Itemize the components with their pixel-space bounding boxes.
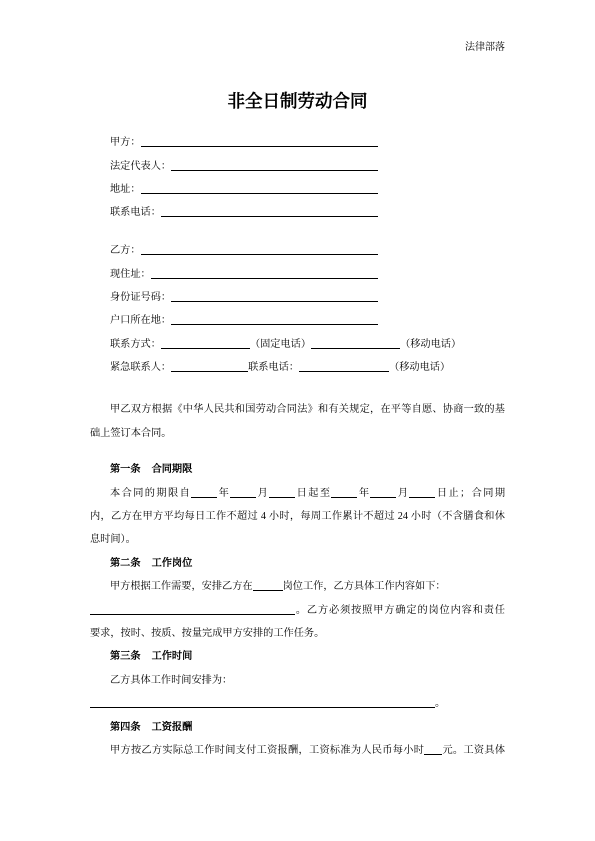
- fill-in-blank: [311, 339, 400, 349]
- article-1-line-1: [90, 482, 505, 505]
- party-a-address-field: [110, 178, 378, 201]
- fill-in-blank: [171, 315, 378, 325]
- party-a-section: [110, 131, 378, 225]
- party-a-name-field: [110, 131, 378, 154]
- field-label: 户口所在地：: [110, 315, 172, 327]
- field-label: 法定代表人：: [110, 160, 172, 172]
- emergency-mobile-label: （移动电话）: [389, 362, 451, 374]
- party-b-contact-field: [110, 333, 461, 356]
- intro-paragraph: [90, 398, 505, 445]
- fill-in-blank: [90, 698, 435, 708]
- fill-in-blank: [299, 362, 389, 372]
- text-segment: 年: [217, 487, 231, 499]
- fill-in-blank: [161, 339, 250, 349]
- field-label: 现住址：: [110, 268, 151, 280]
- text-segment: 本合同的期限自: [110, 487, 192, 499]
- fill-in-blank: [151, 269, 378, 279]
- fill-in-blank: [171, 161, 378, 171]
- fill-in-blank: [269, 488, 295, 498]
- intro-line-1: 甲乙双方根据《中华人民共和国劳动合同法》和有关规定，在平等自愿、协商一致的基: [110, 404, 505, 416]
- article-4-heading: [90, 716, 505, 739]
- text-segment: 岗位工作，乙方具体工作内容如下：: [282, 581, 446, 593]
- field-label: 联系电话：: [110, 207, 161, 219]
- fill-in-blank: [191, 488, 217, 498]
- article-number: 第一条: [110, 464, 141, 476]
- field-label: 甲方：: [110, 137, 141, 149]
- article-4-line-1: [90, 739, 505, 762]
- emergency-phone-label: 联系电话：: [248, 362, 300, 374]
- article-1-line-3: 息时间）。: [90, 534, 136, 546]
- fill-in-blank: [409, 488, 435, 498]
- fill-in-blank: [141, 184, 378, 194]
- party-a-phone-field: [110, 201, 378, 224]
- article-3-heading: [90, 645, 505, 668]
- fill-in-blank: [161, 207, 378, 217]
- article-2-heading: [90, 552, 505, 575]
- intro-line-2: 础上签订本合同。: [90, 427, 172, 439]
- brand-label: 法律部落: [465, 42, 505, 53]
- article-1-line-2: 内，乙方在甲方平均每日工作不超过 4 小时，每周工作累计不超过 24 小时（不含膳食和休: [90, 511, 505, 523]
- text-segment: 月: [396, 487, 410, 499]
- party-b-hukou-field: [110, 309, 378, 332]
- article-3-line-2: [90, 692, 505, 715]
- article-2-line-2: [90, 599, 505, 622]
- fill-in-blank: [331, 488, 357, 498]
- article-title: 工作岗位: [151, 557, 193, 569]
- party-a-representative-field: [110, 155, 378, 178]
- field-label: 身份证号码：: [110, 292, 172, 304]
- article-1-heading: [90, 458, 505, 481]
- article-title: 工作时间: [151, 651, 193, 663]
- field-label: 地址：: [110, 184, 141, 196]
- text-segment: 元。工资具体: [442, 744, 506, 756]
- text-segment: 甲方按乙方实际总工作时间支付工资报酬，工资标准为人民币每小时: [110, 744, 425, 756]
- party-b-id-number-field: [110, 286, 378, 309]
- fill-in-blank: [424, 745, 442, 755]
- fill-in-blank: [253, 581, 283, 591]
- party-b-section: [110, 239, 461, 379]
- text-segment: 月: [256, 487, 270, 499]
- fill-in-blank: [141, 245, 378, 255]
- article-title: 工资报酬: [151, 721, 193, 733]
- article-2-line-1: [90, 575, 505, 598]
- fill-in-blank: [370, 488, 396, 498]
- article-number: 第四条: [110, 721, 141, 733]
- party-b-residence-field: [110, 263, 378, 286]
- text-segment: 日止；合同期: [435, 487, 506, 499]
- fill-in-blank: [171, 362, 248, 372]
- fixed-phone-label: （固定电话）: [249, 338, 312, 350]
- fill-in-blank: [230, 488, 256, 498]
- text-segment: 。: [435, 698, 446, 710]
- text-segment: 甲方根据工作需要，安排乙方在: [110, 581, 253, 593]
- contract-body: [90, 458, 505, 762]
- text-segment: 年: [357, 487, 371, 499]
- article-3-line-1: 乙方具体工作时间安排为：: [110, 674, 233, 686]
- field-label: 紧急联系人：: [110, 362, 172, 374]
- article-title: 合同期限: [151, 464, 193, 476]
- field-label: 乙方：: [110, 245, 141, 257]
- field-label: 联系方式：: [110, 338, 161, 350]
- mobile-phone-label: （移动电话）: [400, 338, 462, 350]
- article-number: 第三条: [110, 651, 141, 663]
- fill-in-blank: [171, 292, 378, 302]
- document-title: 非全日制劳动合同: [227, 91, 368, 111]
- article-2-line-3: 要求，按时、按质、按量完成甲方安排的工作任务。: [90, 628, 325, 640]
- text-segment: 。乙方必须按照甲方确定的岗位内容和责任: [295, 604, 505, 616]
- text-segment: 日起至: [295, 487, 332, 499]
- emergency-contact-field: [110, 356, 461, 379]
- fill-in-blank: [90, 605, 295, 615]
- party-b-name-field: [110, 239, 378, 262]
- fill-in-blank: [141, 137, 378, 147]
- article-number: 第二条: [110, 557, 141, 569]
